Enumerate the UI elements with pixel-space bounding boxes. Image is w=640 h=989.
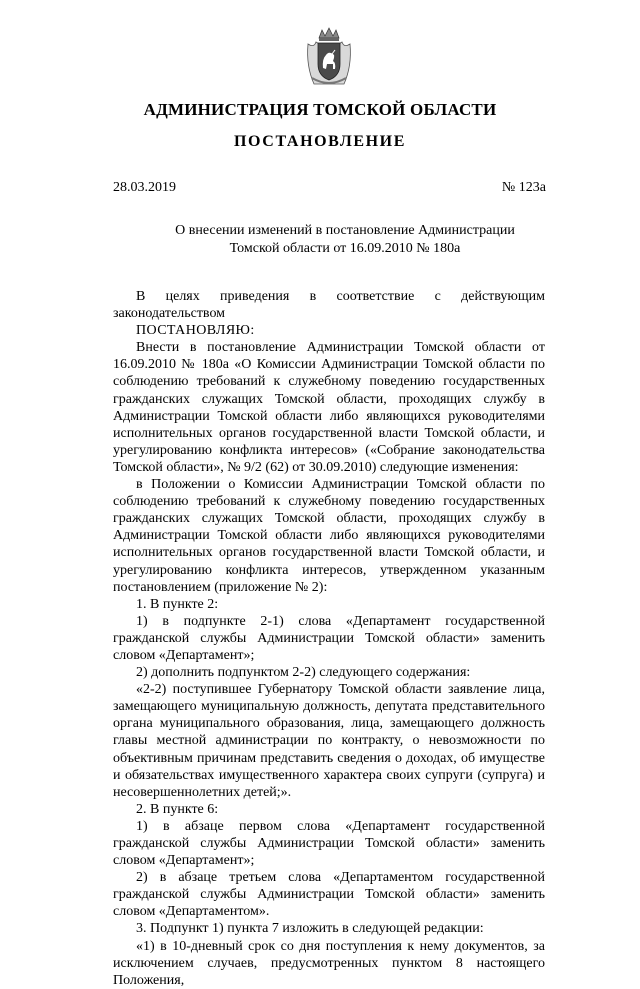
body-paragraph: 1. В пункте 2: — [136, 596, 219, 612]
document-number: № 123а — [501, 180, 546, 195]
organization-name: АДМИНИСТРАЦИЯ ТОМСКОЙ ОБЛАСТИ — [143, 100, 497, 119]
subject-line: О внесении изменений в постановление Администрации — [175, 223, 515, 238]
document-type: ПОСТАНОВЛЕНИЕ — [234, 133, 406, 150]
decree-word: ПОСТАНОВЛЯЮ: — [136, 323, 255, 339]
body-paragraph: 1) в абзаце первом слова «Департамент государственной гражданской службы Администрации Томской области» заменить словом «Департамент»; — [113, 818, 545, 869]
body-paragraph: 3. Подпункт 1) пункта 7 изложить в следующей редакции: — [136, 921, 484, 937]
body-paragraph: 2) в абзаце третьем слова «Департаментом государственной гражданской службы Администрации Томской области» заменить словом «Департаментом». — [113, 870, 545, 920]
body-paragraph: в Положении о Комиссии Администрации Томской области по соблюдению требований к служебному поведению государственных гражданских служащих Томской области, проходящих службу в Администрации Томской области либо являющихся руководителями исполнительных органов государственной власти Томской области, и урегулированию конфликта интересов, утвержденном указанным постановлением (приложение № 2): — [113, 477, 545, 595]
body-paragraph: «2-2) поступившее Губернатору Томской области заявление лица, замещающего муниципальную должность, депутата представительного органа муниципального образования, лица, замещающего должность главы местной администрации по контракту, о невозможности по объективным причинам представить сведения о доходах, об имуществе и обязательствах имущественного характера своих супруги (супруга) и несовершеннолетних детей;». — [113, 682, 545, 800]
document-subject — [150, 222, 540, 258]
document-date: 28.03.2019 — [113, 180, 176, 195]
body-paragraph: 2) дополнить подпунктом 2-2) следующего содержания: — [136, 665, 471, 681]
preamble: В целях приведения в соответствие с действующим законодательством — [113, 289, 545, 322]
body-paragraph: 1) в подпункте 2-1) слова «Департамент государственной гражданской службы Администрации Томской области» заменить словом «Департамент»; — [113, 613, 545, 663]
body-paragraph: 2. В пункте 6: — [136, 801, 219, 817]
body-paragraph: «1) в 10-дневный срок со дня поступления к нему документов, за исключением случаев, предусмотренных пунктом 8 настоящего Положения, — [113, 938, 545, 988]
document-body — [113, 288, 545, 989]
coat-of-arms-icon — [304, 26, 354, 90]
subject-line: Томской области от 16.09.2010 № 180а — [229, 241, 461, 256]
body-paragraph: Внести в постановление Администрации Томской области от 16.09.2010 № 180а «О Комиссии Администрации Томской области по соблюдению требований к служебному поведению государственных гражданских служащих Томской области, проходящих службу в Администрации Томской области либо являющихся руководителями исполнительных органов государственной власти Томской области, и урегулированию конфликта интересов» («Собрание законодательства Томской области», № 9/2 (62) от 30.09.2010) следующие изменения: — [113, 340, 545, 475]
